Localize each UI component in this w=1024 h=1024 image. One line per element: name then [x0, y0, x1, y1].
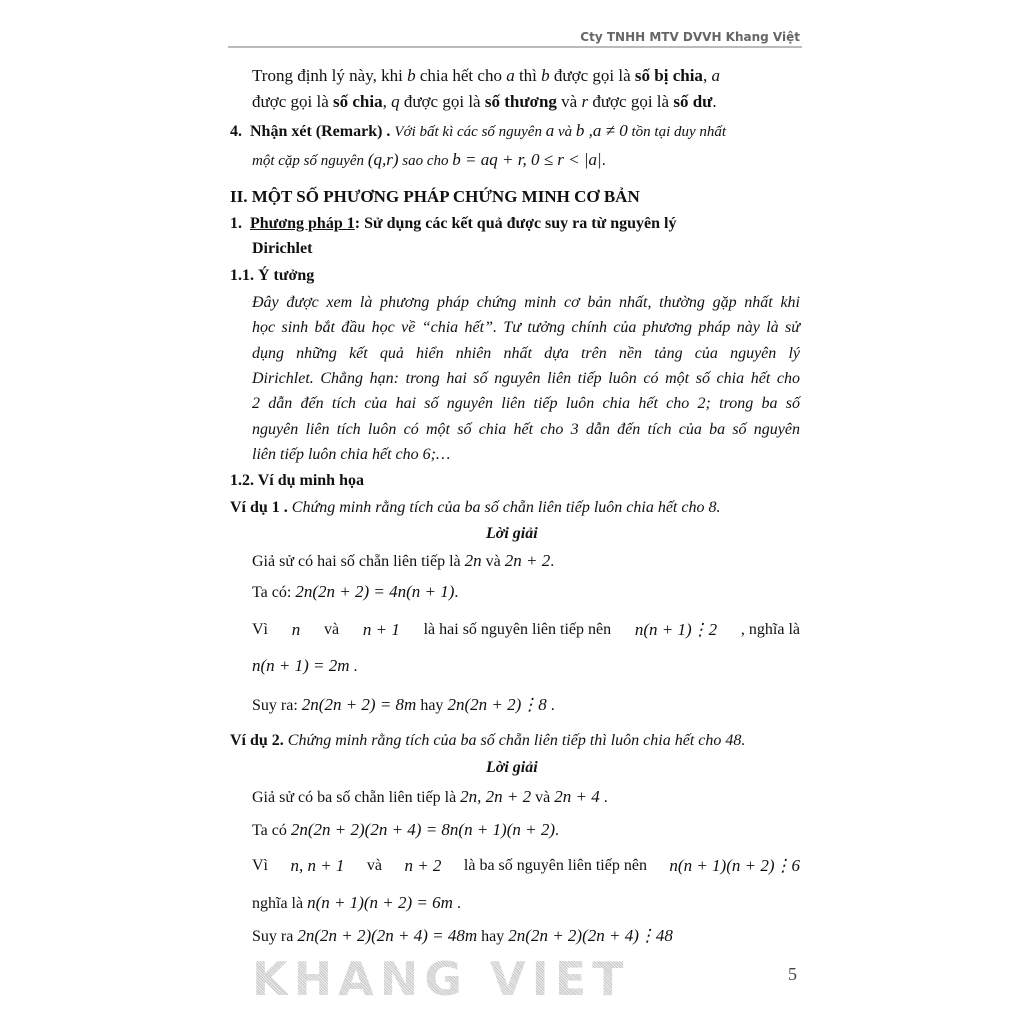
- header-rule: [228, 46, 802, 48]
- example-1-line: Suy ra: 2n(2n + 2) = 8m hay 2n(2n + 2)⋮8 .: [252, 695, 555, 714]
- example-2-statement: Ví dụ 2. Chứng minh rằng tích của ba số chẵn liên tiếp thì luôn chia hết cho 48.: [230, 732, 746, 749]
- idea-line: liên tiếp luôn chia hết cho 6;…: [252, 446, 451, 463]
- running-header: Cty TNHH MTV DVVH Khang Việt: [580, 30, 800, 44]
- example-2-line: Ta có 2n(2n + 2)(2n + 4) = 8n(n + 1)(n + 2).: [252, 820, 560, 839]
- example-1-line: Vì n và n + 1 là hai số nguyên liên tiếp nên n(n + 1)⋮2 , nghĩa là: [252, 620, 800, 639]
- section-heading: II. MỘT SỐ PHƯƠNG PHÁP CHỨNG MINH CƠ BẢN: [230, 187, 640, 206]
- idea-line: nguyên liên tích luôn có một số chia hết cho 3 dẫn đến tích của ba số nguyên: [252, 421, 800, 438]
- example-2-line: Vì n, n + 1 và n + 2 là ba số nguyên liên tiếp nên n(n + 1)(n + 2)⋮6: [252, 856, 800, 875]
- example-1-line: n(n + 1) = 2m .: [252, 656, 358, 675]
- subsection-idea: 1.1. Ý tưởng: [230, 267, 315, 284]
- page-number: 5: [788, 964, 797, 984]
- example-2-line: Suy ra 2n(2n + 2)(2n + 4) = 48m hay 2n(2n + 2)(2n + 4)⋮48: [252, 926, 673, 945]
- remark-line1: 4. Nhận xét (Remark) . Với bất kì các số nguyên a và b ,a ≠ 0 tồn tại duy nhất: [230, 121, 727, 140]
- idea-line: 2 dẫn đến tích của hai số nguyên liên tiếp luôn chia hết cho 2; trong ba số: [252, 395, 800, 412]
- remark-line2: một cặp số nguyên (q,r) sao cho b = aq + r, 0 ≤ r < |a|.: [252, 150, 606, 169]
- example-1-statement: Ví dụ 1 . Chứng minh rằng tích của ba số chẵn liên tiếp luôn chia hết cho 8.: [230, 499, 721, 516]
- example-2-line: nghĩa là n(n + 1)(n + 2) = 6m .: [252, 893, 461, 912]
- theorem-note-line1: Trong định lý này, khi b chia hết cho a thì b được gọi là số bị chia, a: [252, 66, 720, 85]
- method-1-heading-line2: Dirichlet: [252, 240, 313, 257]
- method-1-heading: 1. Phương pháp 1: Sử dụng các kết quả được suy ra từ nguyên lý: [230, 215, 677, 232]
- watermark-logo: KHANG VIET: [252, 952, 630, 1006]
- idea-line: học sinh bắt đầu học về “chia hết”. Tư tưởng chính của phương pháp này là sử: [252, 319, 800, 336]
- example-2-solution-label: Lời giải: [486, 759, 538, 776]
- subsection-examples: 1.2. Ví dụ minh họa: [230, 472, 364, 489]
- idea-line: dụng những kết quả hiển nhiên nhất dựa trên nền tảng của nguyên lý: [252, 345, 800, 362]
- example-1-line: Giả sử có hai số chẵn liên tiếp là 2n và 2n + 2.: [252, 551, 555, 570]
- idea-line: Dirichlet. Chẳng hạn: trong hai số nguyên liên tiếp luôn có một số chia hết cho: [252, 370, 800, 387]
- example-1-line: Ta có: 2n(2n + 2) = 4n(n + 1).: [252, 582, 459, 601]
- example-2-line: Giả sử có ba số chẵn liên tiếp là 2n, 2n + 2 và 2n + 4 .: [252, 787, 608, 806]
- idea-line: Đây được xem là phương pháp chứng minh cơ bản nhất, thường gặp nhất khi: [252, 294, 800, 311]
- example-1-solution-label: Lời giải: [486, 525, 538, 542]
- theorem-note-line2: được gọi là số chia, q được gọi là số thương và r được gọi là số dư.: [252, 92, 717, 111]
